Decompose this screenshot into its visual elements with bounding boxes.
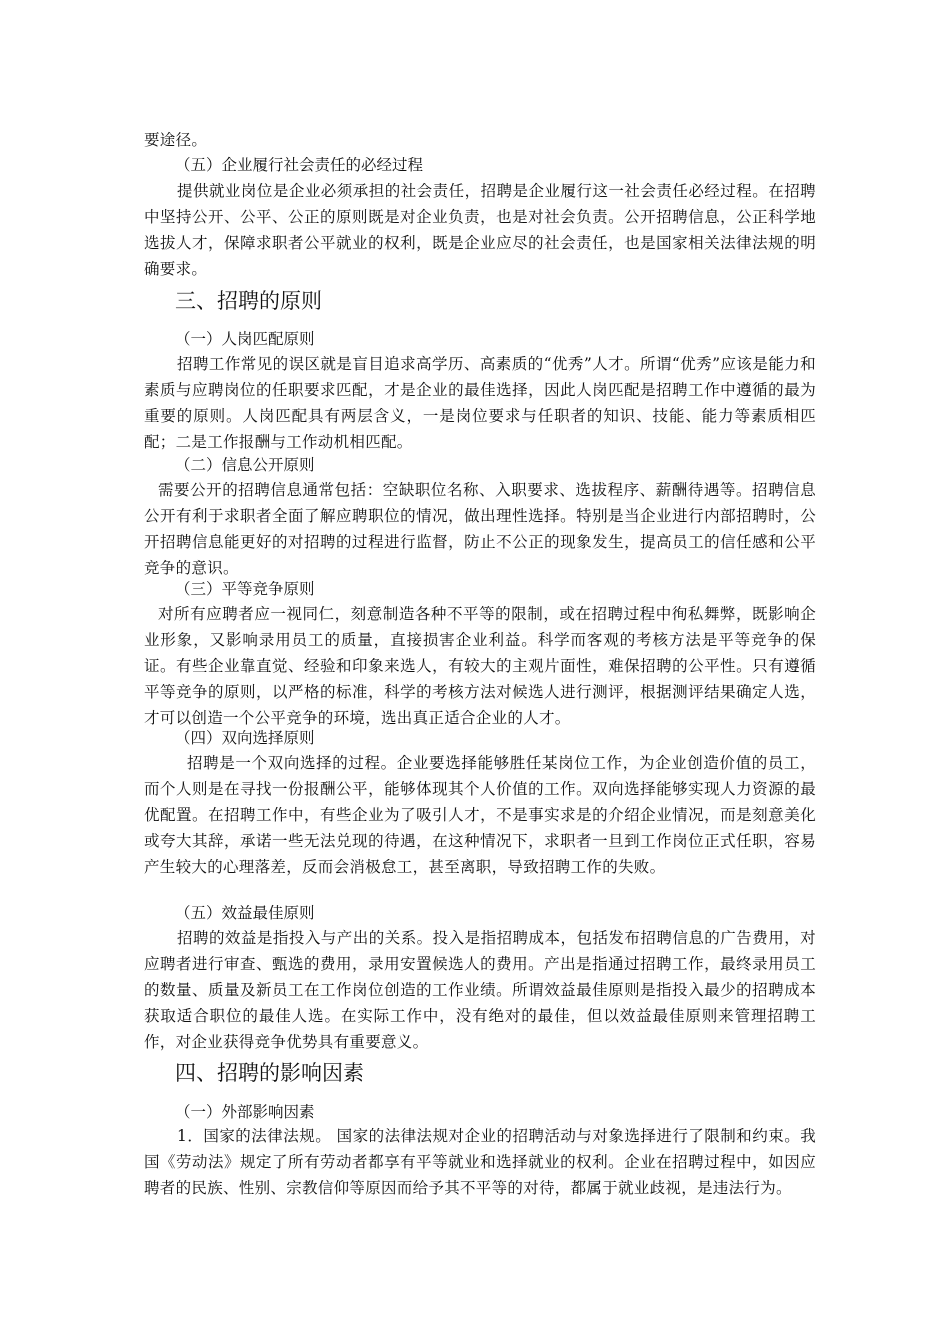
paragraph-information-disclosure: 需要公开的招聘信息通常包括：空缺职位名称、入职要求、选拔程序、薪酬待遇等。招聘信息公开有利于求职者全面了解应聘职位的情况，做出理性选择。特别是当企业进行内部招聘时，公开招聘信息能更好的对招聘的过程进行监督，防止不公正的现象发生，提高员工的信任感和公平竞争的意识。 bbox=[144, 481, 816, 577]
paragraph-external-factors: 1．国家的法律法规。 国家的法律法规对企业的招聘活动与对象选择进行了限制和约束。我国《劳动法》规定了所有劳动者都享有平等就业和选择就业的权利。企业在招聘过程中，如因应聘者的民族、性别、宗教信仰等原因而给予其不平等的对待，都属于就业歧视，是违法行为。 bbox=[144, 1127, 816, 1197]
paragraph-two-way-selection: 招聘是一个双向选择的过程。企业要选择能够胜任某岗位工作，为企业创造价值的员工，而个人则是在寻找一份报酬公平，能够体现其个人价值的工作。双向选择能够实现人力资源的最优配置。在招聘工作中，有些企业为了吸引人才，不是事实求是的介绍企业情况，而是刻意美化或夸大其辞，承诺一些无法兑现的待遇，在这种情况下，求职者一旦到工作岗位正式任职，容易产生较大的心理落差，反而会消极怠工，甚至离职，导致招聘工作的失败。 bbox=[144, 754, 816, 876]
paragraph-best-efficiency: 招聘的效益是指投入与产出的关系。投入是指招聘成本，包括发布招聘信息的广告费用，对应聘者进行审查、甄选的费用，录用安置候选人的费用。产出是指通过招聘工作，最终录用员工的数量、质量及新员工在工作岗位创造的工作业绩。所谓效益最佳原则是指投入最少的招聘成本获取适合职位的最佳人选。在实际工作中，没有绝对的最佳，但以效益最佳原则来管理招聘工作，对企业获得竞争优势具有重要意义。 bbox=[144, 929, 816, 1051]
subheading-two-way-selection: （四）双向选择原则 bbox=[175, 729, 315, 747]
section-heading-influencing-factors: 四、招聘的影响因素 bbox=[175, 1061, 364, 1085]
paragraph-equal-competition: 对所有应聘者应一视同仁，刻意制造各种不平等的限制，或在招聘过程中徇私舞弊，既影响企业形象，又影响录用员工的质量，直接损害企业利益。科学而客观的考核方法是平等竞争的保证。有些企业靠直觉、经验和印象来选人，有较大的主观片面性，难保招聘的公平性。只有遵循平等竞争的原则，以严格的标准，科学的考核方法对候选人进行测评，根据测评结果确定人选，才可以创造一个公平竞争的环境，选出真正适合企业的人才。 bbox=[144, 605, 816, 727]
subheading-information-disclosure: （二）信息公开原则 bbox=[175, 456, 315, 474]
subheading-best-efficiency: （五）效益最佳原则 bbox=[175, 904, 315, 922]
subheading-equal-competition: （三）平等竞争原则 bbox=[175, 580, 315, 598]
paragraph-person-job-match: 招聘工作常见的误区就是盲目追求高学历、高素质的“优秀”人才。所谓“优秀”应该是能力和素质与应聘岗位的任职要求匹配，才是企业的最佳选择，因此人岗匹配是招聘工作中遵循的最为重要的原则。人岗匹配具有两层含义，一是岗位要求与任职者的知识、技能、能力等素质相匹配；二是工作报酬与工作动机相匹配。 bbox=[144, 355, 816, 451]
subheading-external-factors: （一）外部影响因素 bbox=[175, 1103, 315, 1121]
paragraph-continuation: 要途径。 bbox=[144, 131, 208, 149]
subheading-social-responsibility: （五）企业履行社会责任的必经过程 bbox=[175, 156, 424, 174]
paragraph-social-responsibility: 提供就业岗位是企业必须承担的社会责任，招聘是企业履行这一社会责任必经过程。在招聘中坚持公开、公平、公正的原则既是对企业负责，也是对社会负责。公开招聘信息，公正科学地选拔人才，保障求职者公平就业的权利，既是企业应尽的社会责任，也是国家相关法律法规的明确要求。 bbox=[144, 182, 816, 278]
subheading-person-job-match: （一）人岗匹配原则 bbox=[175, 330, 315, 348]
section-heading-principles: 三、招聘的原则 bbox=[175, 289, 322, 313]
